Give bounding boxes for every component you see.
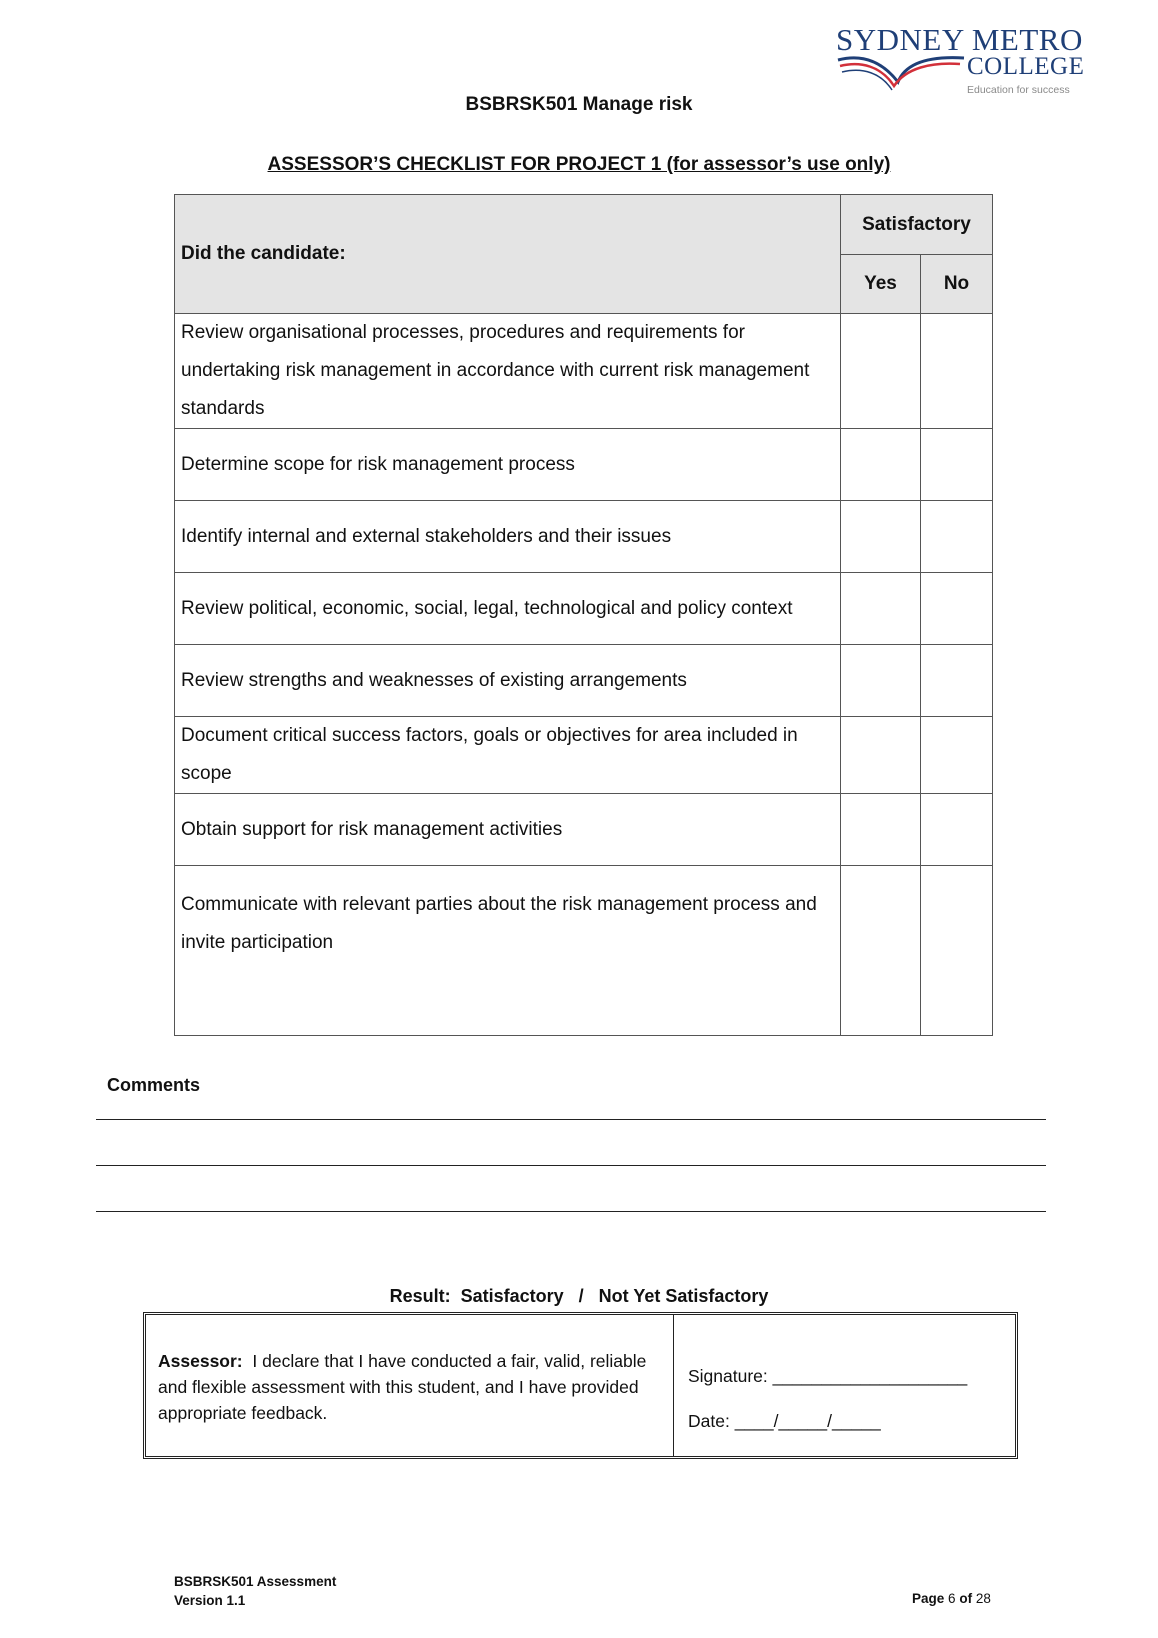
no-cell[interactable]: [921, 645, 993, 717]
no-header: No: [921, 255, 993, 314]
yes-cell[interactable]: [841, 717, 921, 794]
comment-line[interactable]: [96, 1211, 1046, 1212]
criterion-text: Obtain support for risk management activities: [175, 794, 841, 866]
criterion-text: Identify internal and external stakeholders and their issues: [175, 501, 841, 573]
satisfactory-header: Satisfactory: [841, 195, 993, 255]
yes-header: Yes: [841, 255, 921, 314]
no-cell[interactable]: [921, 314, 993, 429]
logo-tagline: Education for success: [967, 84, 1070, 96]
declaration-text: I declare that I have conducted a fair, valid, reliable and flexible assessment with this student, and I have provided appropriate feedback.: [158, 1351, 647, 1423]
yes-cell[interactable]: [841, 314, 921, 429]
result-line: Result: Satisfactory / Not Yet Satisfactory: [389, 1286, 769, 1306]
no-cell[interactable]: [921, 501, 993, 573]
checklist-title: ASSESSOR’S CHECKLIST FOR PROJECT 1 (for assessor’s use only): [267, 154, 891, 175]
table-row: [175, 866, 993, 1036]
page-label: Page: [912, 1591, 945, 1606]
criterion-text: Document critical success factors, goals or objectives for area included in scope: [175, 717, 841, 794]
no-cell[interactable]: [921, 573, 993, 645]
table-row: [175, 429, 993, 501]
signature-field[interactable]: Signature: ____________________: [688, 1366, 968, 1386]
assessor-label: Assessor:: [158, 1351, 243, 1371]
unit-title: BSBRSK501 Manage risk: [465, 94, 693, 115]
yes-cell[interactable]: [841, 866, 921, 1036]
page-number: [912, 1591, 991, 1606]
no-cell[interactable]: [921, 866, 993, 1036]
criterion-text: Communicate with relevant parties about the risk management process and invite participation: [175, 866, 841, 1036]
logo-line1: SYDNEY METRO: [836, 22, 1083, 57]
assessor-checklist-table: [174, 194, 993, 1036]
yes-cell[interactable]: [841, 429, 921, 501]
college-logo: [836, 22, 1086, 102]
criterion-text: Review organisational processes, procedures and requirements for undertaking risk management in accordance with current risk management standards: [175, 314, 841, 429]
signature-cell: [674, 1315, 1015, 1456]
of-label: of: [959, 1591, 973, 1606]
table-row: [175, 314, 993, 429]
comments-label: Comments: [107, 1075, 201, 1095]
page-current: 6: [948, 1591, 956, 1606]
declaration-text-cell: [146, 1315, 674, 1456]
no-cell[interactable]: [921, 794, 993, 866]
footer-info: [174, 1572, 336, 1610]
yes-cell[interactable]: [841, 501, 921, 573]
date-field[interactable]: Date: ____/_____/_____: [688, 1411, 881, 1431]
table-row: [175, 645, 993, 717]
criterion-text: Determine scope for risk management process: [175, 429, 841, 501]
footer-assessment: BSBRSK501 Assessment: [174, 1574, 337, 1589]
criterion-text: Review strengths and weaknesses of existing arrangements: [175, 645, 841, 717]
logo-line2: COLLEGE: [967, 53, 1085, 80]
no-cell[interactable]: [921, 429, 993, 501]
table-row: [175, 717, 993, 794]
no-cell[interactable]: [921, 717, 993, 794]
comment-line[interactable]: [96, 1119, 1046, 1120]
criterion-text: Review political, economic, social, legal, technological and policy context: [175, 573, 841, 645]
logo-swoosh-icon: [836, 52, 966, 92]
yes-cell[interactable]: [841, 645, 921, 717]
footer-version: Version 1.1: [174, 1593, 246, 1608]
table-row: [175, 573, 993, 645]
yes-cell[interactable]: [841, 573, 921, 645]
did-candidate-header: Did the candidate:: [175, 195, 841, 314]
yes-cell[interactable]: [841, 794, 921, 866]
assessor-declaration-box: [143, 1312, 1018, 1459]
table-row: [175, 501, 993, 573]
page-total: 28: [975, 1591, 991, 1606]
comment-line[interactable]: [96, 1165, 1046, 1166]
table-row: [175, 794, 993, 866]
